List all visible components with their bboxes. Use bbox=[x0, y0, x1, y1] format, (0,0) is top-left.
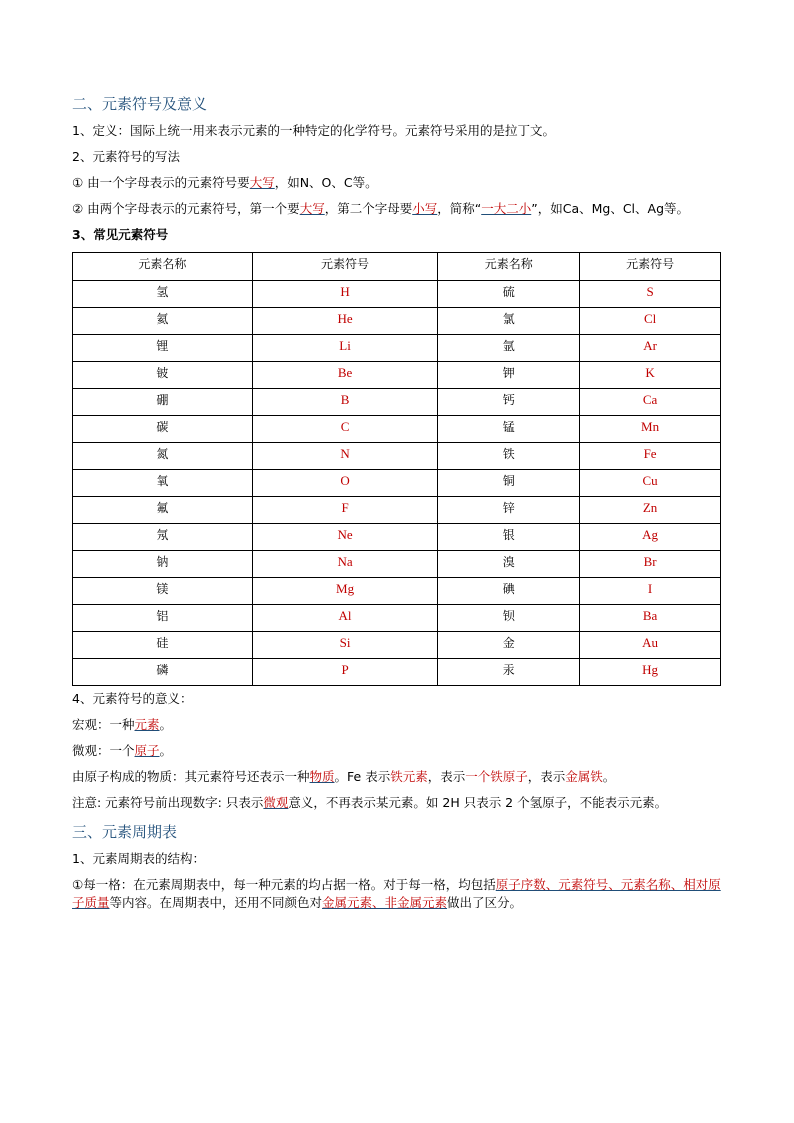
table-row bbox=[73, 281, 721, 308]
table-row bbox=[73, 659, 721, 686]
element-symbol-cell: Zn bbox=[580, 497, 721, 524]
element-name-cell: 铝 bbox=[73, 605, 253, 632]
element-symbol-cell: K bbox=[580, 362, 721, 389]
text-segment: ② 由两个字母表示的元素符号，第一个要 bbox=[72, 201, 300, 216]
table-row bbox=[73, 335, 721, 362]
table-header-row bbox=[73, 253, 721, 281]
element-name-cell: 碳 bbox=[73, 416, 253, 443]
text-segment: ，第二个字母要 bbox=[324, 201, 413, 216]
element-symbol-cell: F bbox=[252, 497, 438, 524]
paragraph-rule-one-letter bbox=[72, 174, 722, 192]
element-name-cell: 钠 bbox=[73, 551, 253, 578]
element-symbol-cell: B bbox=[252, 389, 438, 416]
table-body bbox=[73, 281, 721, 686]
highlighted-term: 小写 bbox=[412, 201, 438, 216]
element-name-cell: 氩 bbox=[438, 335, 580, 362]
paragraph-writing-title: 2、元素符号的写法 bbox=[72, 149, 180, 164]
table-row bbox=[73, 308, 721, 335]
element-name-cell: 磷 bbox=[73, 659, 253, 686]
text-segment: 由原子构成的物质：其元素符号还表示一种 bbox=[72, 769, 310, 784]
text-segment: ，如N、O、C等。 bbox=[274, 175, 378, 190]
element-symbol-cell: Be bbox=[252, 362, 438, 389]
paragraph-common-symbols-title: 3、常见元素符号 bbox=[72, 227, 169, 242]
table-row bbox=[73, 443, 721, 470]
text-segment: ，简称“ bbox=[437, 201, 482, 216]
text-segment: 。 bbox=[602, 769, 616, 784]
document-page bbox=[72, 92, 722, 920]
highlighted-term: 一大二小 bbox=[481, 201, 532, 216]
highlighted-term: 微观 bbox=[263, 795, 289, 810]
text-segment: 微观：一个 bbox=[72, 743, 135, 758]
text-segment: 1、定义：国际上统一用来表示元素的一种特定的化学符号。元素符号采用的是拉丁文。 bbox=[72, 123, 555, 138]
table-row bbox=[73, 497, 721, 524]
element-name-cell: 金 bbox=[438, 632, 580, 659]
highlighted-term: 铁元素 bbox=[390, 769, 428, 784]
element-symbol-cell: I bbox=[580, 578, 721, 605]
element-symbol-cell: Na bbox=[252, 551, 438, 578]
paragraph-atomic-substance bbox=[72, 768, 722, 786]
element-name-cell: 镁 bbox=[73, 578, 253, 605]
element-name-cell: 硼 bbox=[73, 389, 253, 416]
text-segment: 注意: 元素符号前出现数字: 只表示 bbox=[72, 795, 264, 810]
highlighted-term: 元素 bbox=[134, 717, 160, 732]
element-symbol-cell: Au bbox=[580, 632, 721, 659]
table-row bbox=[73, 389, 721, 416]
highlighted-term: 一个铁原子 bbox=[465, 769, 528, 784]
table-row bbox=[73, 632, 721, 659]
highlighted-term: 物质 bbox=[309, 769, 335, 784]
element-symbol-cell: N bbox=[252, 443, 438, 470]
text-segment: ①每一格：在元素周期表中，每一种元素的均占据一格。对于每一格，均包括 bbox=[72, 877, 496, 892]
element-symbol-cell: Br bbox=[580, 551, 721, 578]
element-symbol-cell: C bbox=[252, 416, 438, 443]
element-name-cell: 氮 bbox=[73, 443, 253, 470]
element-name-cell: 锌 bbox=[438, 497, 580, 524]
table-row bbox=[73, 416, 721, 443]
element-symbol-cell: Al bbox=[252, 605, 438, 632]
element-name-cell: 氦 bbox=[73, 308, 253, 335]
text-segment: 。 bbox=[159, 717, 173, 732]
paragraph-structure-title: 1、元素周期表的结构： bbox=[72, 851, 205, 866]
element-name-cell: 氟 bbox=[73, 497, 253, 524]
paragraph-note bbox=[72, 794, 722, 812]
text-segment: ”，如Ca、Mg、Cl、Ag等。 bbox=[531, 201, 690, 216]
element-symbol-cell: Ne bbox=[252, 524, 438, 551]
element-name-cell: 氢 bbox=[73, 281, 253, 308]
text-segment: ，表示 bbox=[427, 769, 466, 784]
element-name-cell: 溴 bbox=[438, 551, 580, 578]
element-name-cell: 氧 bbox=[73, 470, 253, 497]
highlighted-term: 原子 bbox=[134, 743, 160, 758]
section-heading-periodic-table: 三、元素周期表 bbox=[72, 823, 178, 841]
text-segment: 宏观：一种 bbox=[72, 717, 135, 732]
table-row bbox=[73, 362, 721, 389]
paragraph-each-cell bbox=[72, 876, 722, 912]
header-element-symbol: 元素符号 bbox=[580, 253, 721, 281]
element-symbol-cell: Si bbox=[252, 632, 438, 659]
element-symbol-cell: Ca bbox=[580, 389, 721, 416]
element-symbol-cell: He bbox=[252, 308, 438, 335]
header-element-symbol: 元素符号 bbox=[252, 253, 438, 281]
highlighted-term: 金属元素、非金属元素 bbox=[322, 895, 448, 910]
header-element-name: 元素名称 bbox=[73, 253, 253, 281]
element-symbol-cell: Cu bbox=[580, 470, 721, 497]
table-row bbox=[73, 605, 721, 632]
text-segment: 等内容。在周期表中，还用不同颜色对 bbox=[109, 895, 323, 910]
element-name-cell: 钡 bbox=[438, 605, 580, 632]
highlighted-term: 原子序数、元素符号、元素名称、相对原子质量 bbox=[72, 877, 721, 910]
element-symbol-cell: O bbox=[252, 470, 438, 497]
element-symbol-cell: Fe bbox=[580, 443, 721, 470]
element-symbol-cell: Ag bbox=[580, 524, 721, 551]
element-name-cell: 硅 bbox=[73, 632, 253, 659]
section-heading-element-symbols: 二、元素符号及意义 bbox=[72, 95, 208, 113]
element-name-cell: 铁 bbox=[438, 443, 580, 470]
element-symbol-cell: Cl bbox=[580, 308, 721, 335]
highlighted-term: 大写 bbox=[249, 175, 275, 190]
header-element-name: 元素名称 bbox=[438, 253, 580, 281]
paragraph-macro bbox=[72, 716, 722, 734]
text-segment: ① 由一个字母表示的元素符号要 bbox=[72, 175, 250, 190]
element-name-cell: 锂 bbox=[73, 335, 253, 362]
element-symbol-cell: Ba bbox=[580, 605, 721, 632]
table-row bbox=[73, 470, 721, 497]
highlighted-term: 金属铁 bbox=[565, 769, 603, 784]
element-name-cell: 银 bbox=[438, 524, 580, 551]
element-symbol-cell: Mn bbox=[580, 416, 721, 443]
element-symbol-cell: Hg bbox=[580, 659, 721, 686]
element-name-cell: 氖 bbox=[73, 524, 253, 551]
text-segment: 。Fe 表示 bbox=[334, 769, 391, 784]
element-name-cell: 锰 bbox=[438, 416, 580, 443]
element-name-cell: 碘 bbox=[438, 578, 580, 605]
text-segment: 做出了区分。 bbox=[447, 895, 523, 910]
element-symbol-cell: P bbox=[252, 659, 438, 686]
element-symbol-cell: Ar bbox=[580, 335, 721, 362]
element-symbol-cell: S bbox=[580, 281, 721, 308]
element-name-cell: 氯 bbox=[438, 308, 580, 335]
element-name-cell: 汞 bbox=[438, 659, 580, 686]
element-symbol-table bbox=[72, 252, 721, 686]
table-row bbox=[73, 524, 721, 551]
element-name-cell: 铍 bbox=[73, 362, 253, 389]
element-symbol-cell: Mg bbox=[252, 578, 438, 605]
text-segment: 。 bbox=[159, 743, 173, 758]
paragraph-definition bbox=[72, 122, 722, 140]
paragraph-rule-two-letters bbox=[72, 200, 722, 218]
element-name-cell: 铜 bbox=[438, 470, 580, 497]
element-symbol-cell: H bbox=[252, 281, 438, 308]
element-name-cell: 钙 bbox=[438, 389, 580, 416]
element-symbol-cell: Li bbox=[252, 335, 438, 362]
text-segment: ，表示 bbox=[527, 769, 566, 784]
table-row bbox=[73, 578, 721, 605]
element-name-cell: 硫 bbox=[438, 281, 580, 308]
table-row bbox=[73, 551, 721, 578]
highlighted-term: 大写 bbox=[299, 201, 325, 216]
paragraph-micro bbox=[72, 742, 722, 760]
text-segment: 意义，不再表示某元素。如 2H 只表示 2 个氢原子，不能表示元素。 bbox=[288, 795, 668, 810]
paragraph-meaning-title: 4、元素符号的意义： bbox=[72, 691, 193, 706]
element-name-cell: 钾 bbox=[438, 362, 580, 389]
